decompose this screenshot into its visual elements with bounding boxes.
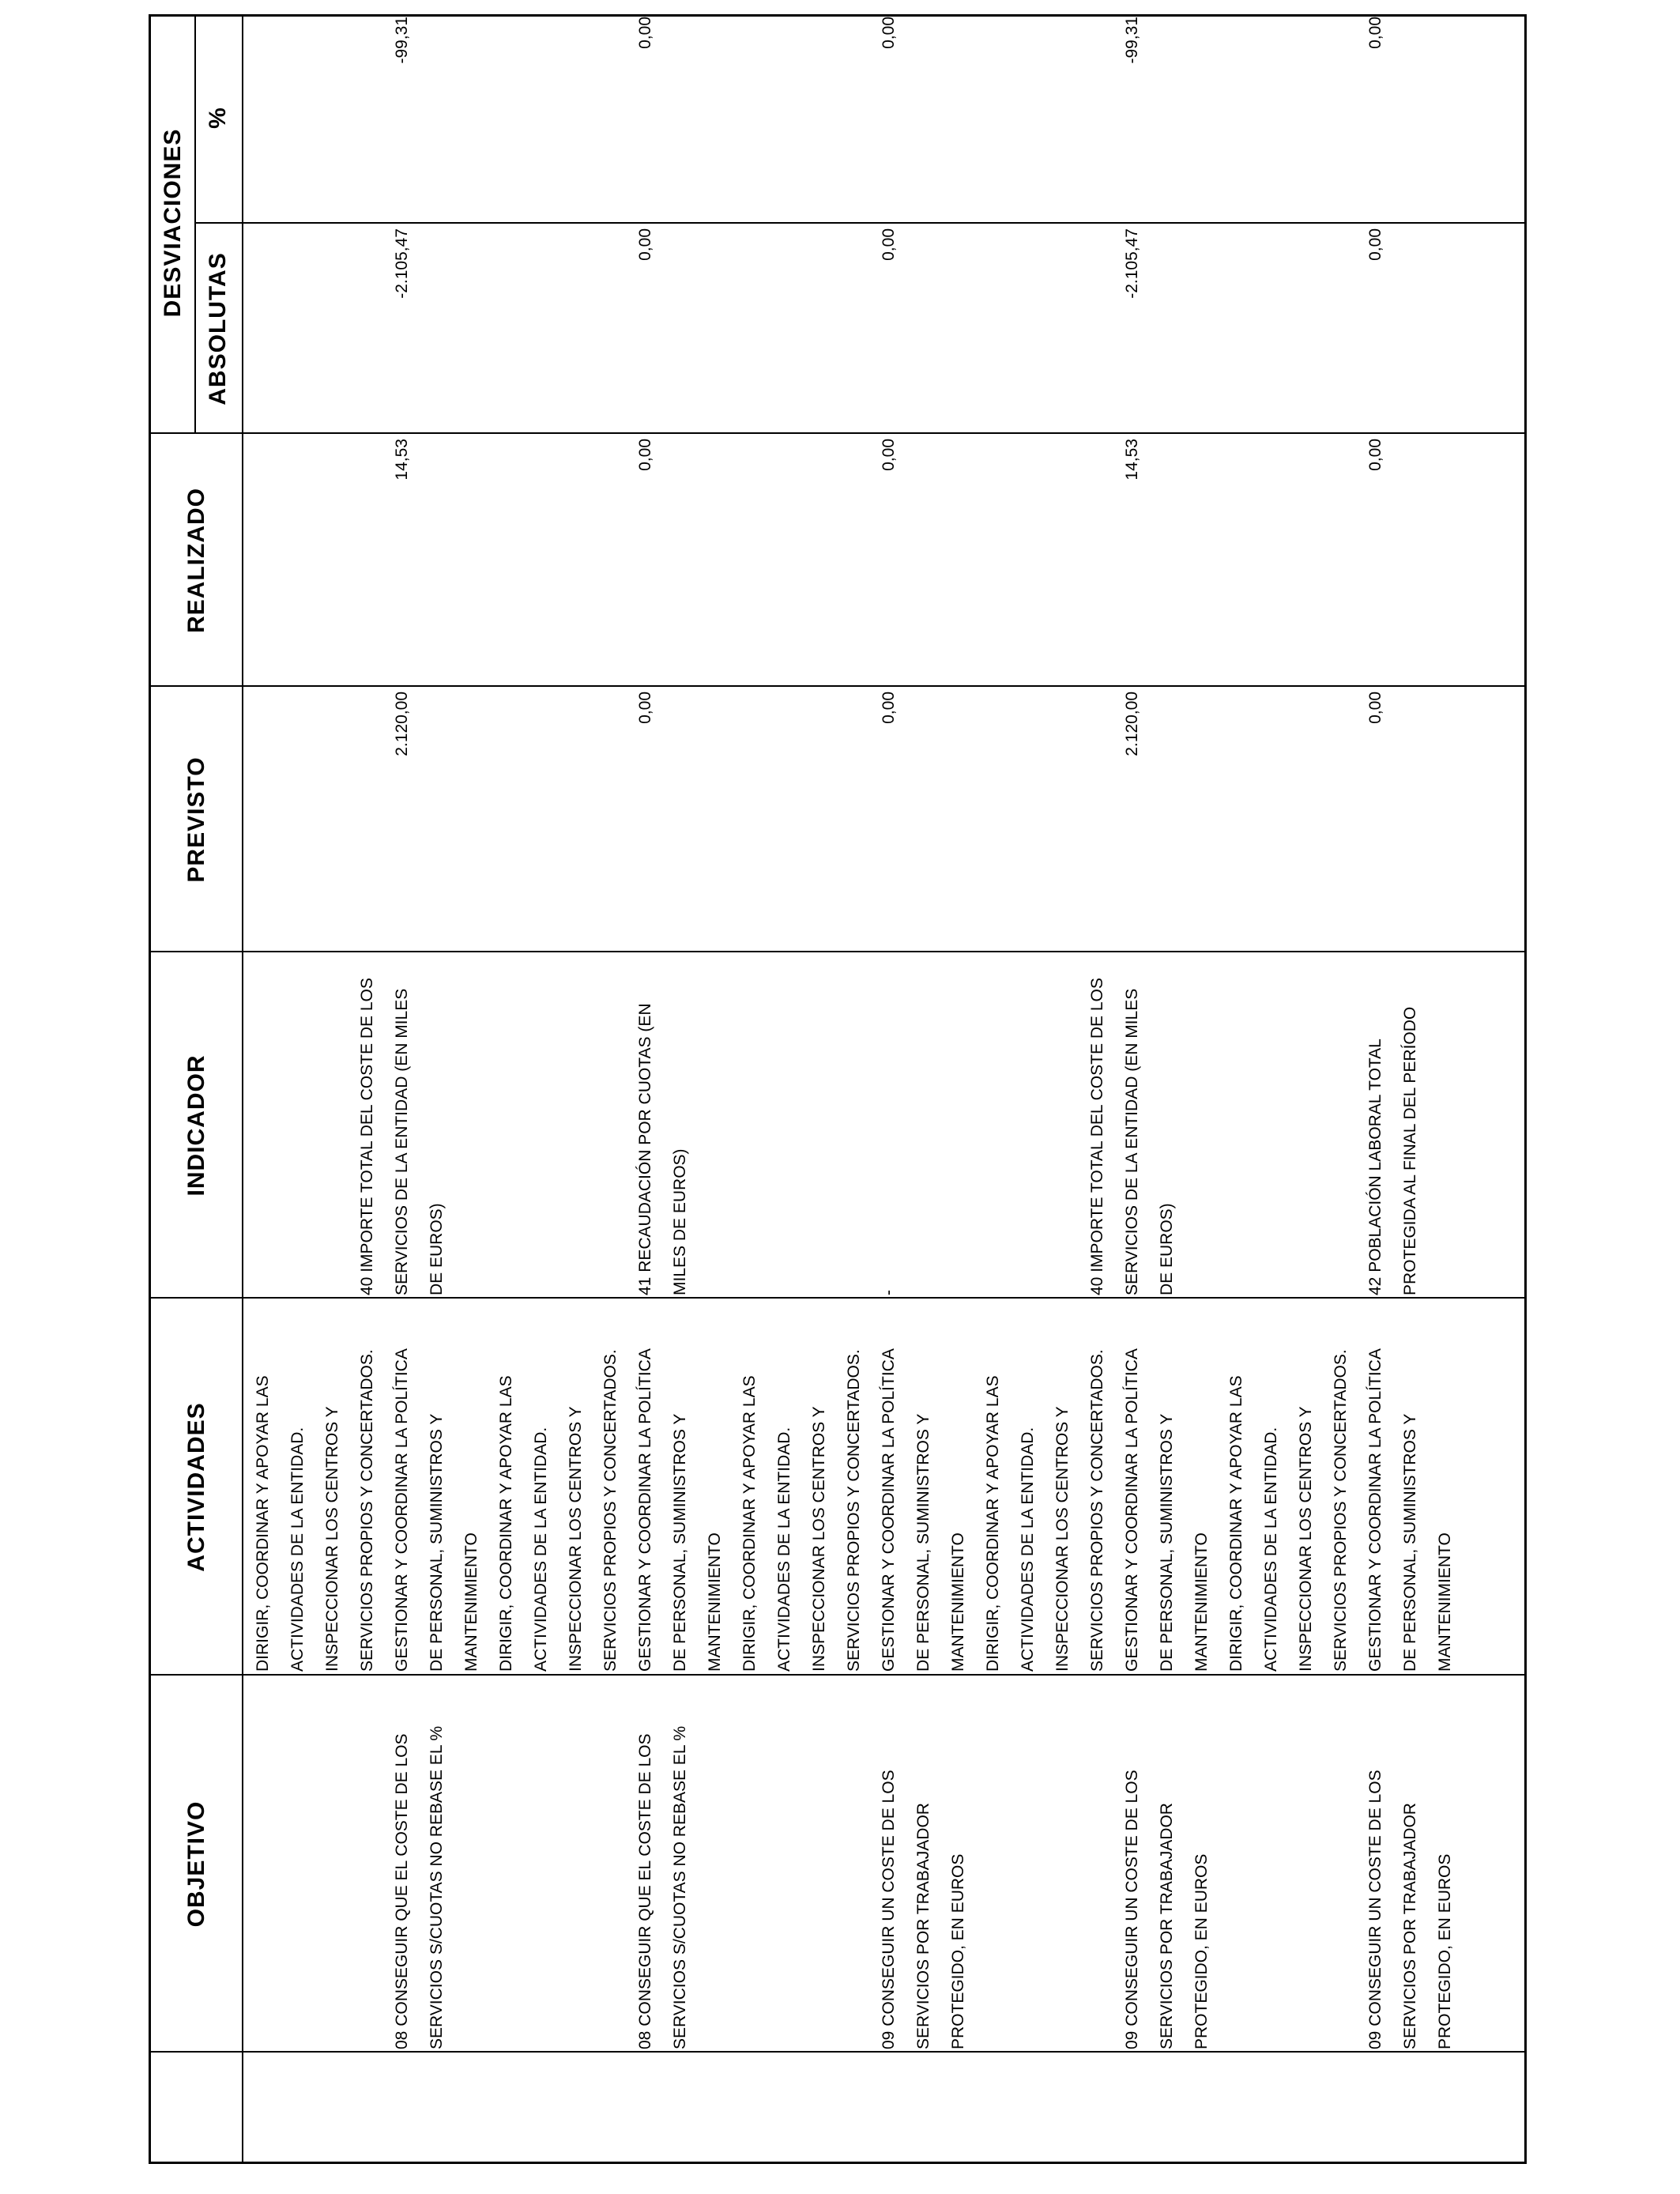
indicador-cell: 41 RECAUDACIÓN POR CUOTAS (EN MILES DE EUROS) [636, 1003, 689, 1295]
realizado-value: 14,53 [1123, 439, 1141, 481]
indicador-cell: 40 IMPORTE TOTAL DEL COSTE DE LOS SERVICIOS DE LA ENTIDAD (EN MILES DE EUROS) [1088, 978, 1176, 1295]
column-divider [151, 685, 1524, 687]
actividades-cell: DIRIGIR, COORDINAR Y APOYAR LAS ACTIVIDADES DE LA ENTIDAD. INSPECCIONAR LOS CENTROS Y SERVICIOS PROPIOS Y CONCERTADOS. GESTIONAR Y COORDINAR LA POLÍTICA DE PERSONAL, SUMINISTROS Y MANTENIMIENTO [497, 1348, 724, 1672]
realizado-value: 0,00 [1366, 439, 1384, 471]
previsto-value: 0,00 [880, 692, 898, 724]
objetivo-cell: 08 CONSEGUIR QUE EL COSTE DE LOS SERVICIOS S/CUOTAS NO REBASE EL % [636, 1725, 689, 2049]
porcentaje-value: 0,00 [636, 17, 654, 49]
header-bottom-rule [242, 17, 243, 2162]
previsto-value: 0,00 [636, 692, 654, 724]
rotated-page [149, 14, 1527, 2164]
actividades-cell: DIRIGIR, COORDINAR Y APOYAR LAS ACTIVIDADES DE LA ENTIDAD. INSPECCIONAR LOS CENTROS Y SERVICIOS PROPIOS Y CONCERTADOS. GESTIONAR Y COORDINAR LA POLÍTICA DE PERSONAL, SUMINISTROS Y MANTENIMIENTO [984, 1348, 1211, 1672]
column-divider [151, 2051, 1524, 2053]
absolutas-value: -2.105,47 [1123, 228, 1141, 299]
header-realizado: REALIZADO [183, 488, 209, 633]
realizado-value: 0,00 [880, 439, 898, 471]
column-divider [151, 1674, 1524, 1676]
absolutas-value: 0,00 [1366, 228, 1384, 261]
header-absolutas: ABSOLUTAS [205, 252, 231, 405]
previsto-value: 0,00 [1366, 692, 1384, 724]
realizado-value: 14,53 [393, 439, 411, 481]
header-indicador: INDICADOR [183, 1054, 209, 1197]
indicador-cell: 42 POBLACIÓN LABORAL TOTAL PROTEGIDA AL FINAL DEL PERÍODO [1366, 1006, 1419, 1295]
objetivo-cell: 09 CONSEGUIR UN COSTE DE LOS SERVICIOS POR TRABAJADOR PROTEGIDO, EN EUROS [1366, 1770, 1454, 2049]
indicator-table [149, 14, 1527, 2164]
porcentaje-value: 0,00 [1366, 17, 1384, 49]
absolutas-value: -2.105,47 [393, 228, 411, 299]
objetivo-cell: 09 CONSEGUIR UN COSTE DE LOS SERVICIOS POR TRABAJADOR PROTEGIDO, EN EUROS [1123, 1770, 1211, 2049]
previsto-value: 2.120,00 [393, 692, 411, 756]
header-porcentaje: % [205, 107, 231, 129]
absolutas-value: 0,00 [636, 228, 654, 261]
porcentaje-value: 0,00 [880, 17, 898, 49]
column-divider [151, 432, 1524, 434]
porcentaje-value: -99,31 [1123, 17, 1141, 64]
header-desviaciones: DESVIACIONES [159, 128, 186, 318]
previsto-value: 2.120,00 [1123, 692, 1141, 756]
indicador-cell: 40 IMPORTE TOTAL DEL COSTE DE LOS SERVICIOS DE LA ENTIDAD (EN MILES DE EUROS) [358, 978, 446, 1295]
absolutas-value: 0,00 [880, 228, 898, 261]
objetivo-cell: 09 CONSEGUIR UN COSTE DE LOS SERVICIOS POR TRABAJADOR PROTEGIDO, EN EUROS [880, 1770, 967, 2049]
indicador-cell: - [880, 1290, 898, 1295]
header-objetivo: OBJETIVO [183, 1800, 209, 1928]
objetivo-cell: 08 CONSEGUIR QUE EL COSTE DE LOS SERVICIOS S/CUOTAS NO REBASE EL % [393, 1725, 446, 2049]
column-divider [151, 951, 1524, 952]
actividades-cell: DIRIGIR, COORDINAR Y APOYAR LAS ACTIVIDADES DE LA ENTIDAD. INSPECCIONAR LOS CENTROS Y SERVICIOS PROPIOS Y CONCERTADOS. GESTIONAR Y COORDINAR LA POLÍTICA DE PERSONAL, SUMINISTROS Y MANTENIMIENTO [740, 1348, 967, 1672]
actividades-cell: DIRIGIR, COORDINAR Y APOYAR LAS ACTIVIDADES DE LA ENTIDAD. INSPECCIONAR LOS CENTROS Y SERVICIOS PROPIOS Y CONCERTADOS. GESTIONAR Y COORDINAR LA POLÍTICA DE PERSONAL, SUMINISTROS Y MANTENIMIENTO [1227, 1348, 1454, 1672]
porcentaje-value: -99,31 [393, 17, 411, 64]
actividades-cell: DIRIGIR, COORDINAR Y APOYAR LAS ACTIVIDADES DE LA ENTIDAD. INSPECCIONAR LOS CENTROS Y SERVICIOS PROPIOS Y CONCERTADOS. GESTIONAR Y COORDINAR LA POLÍTICA DE PERSONAL, SUMINISTROS Y MANTENIMIENTO [254, 1348, 480, 1672]
column-divider [151, 1297, 1524, 1299]
header-previsto: PREVISTO [183, 756, 209, 883]
realizado-value: 0,00 [636, 439, 654, 471]
header-actividades: ACTIVIDADES [183, 1402, 209, 1572]
